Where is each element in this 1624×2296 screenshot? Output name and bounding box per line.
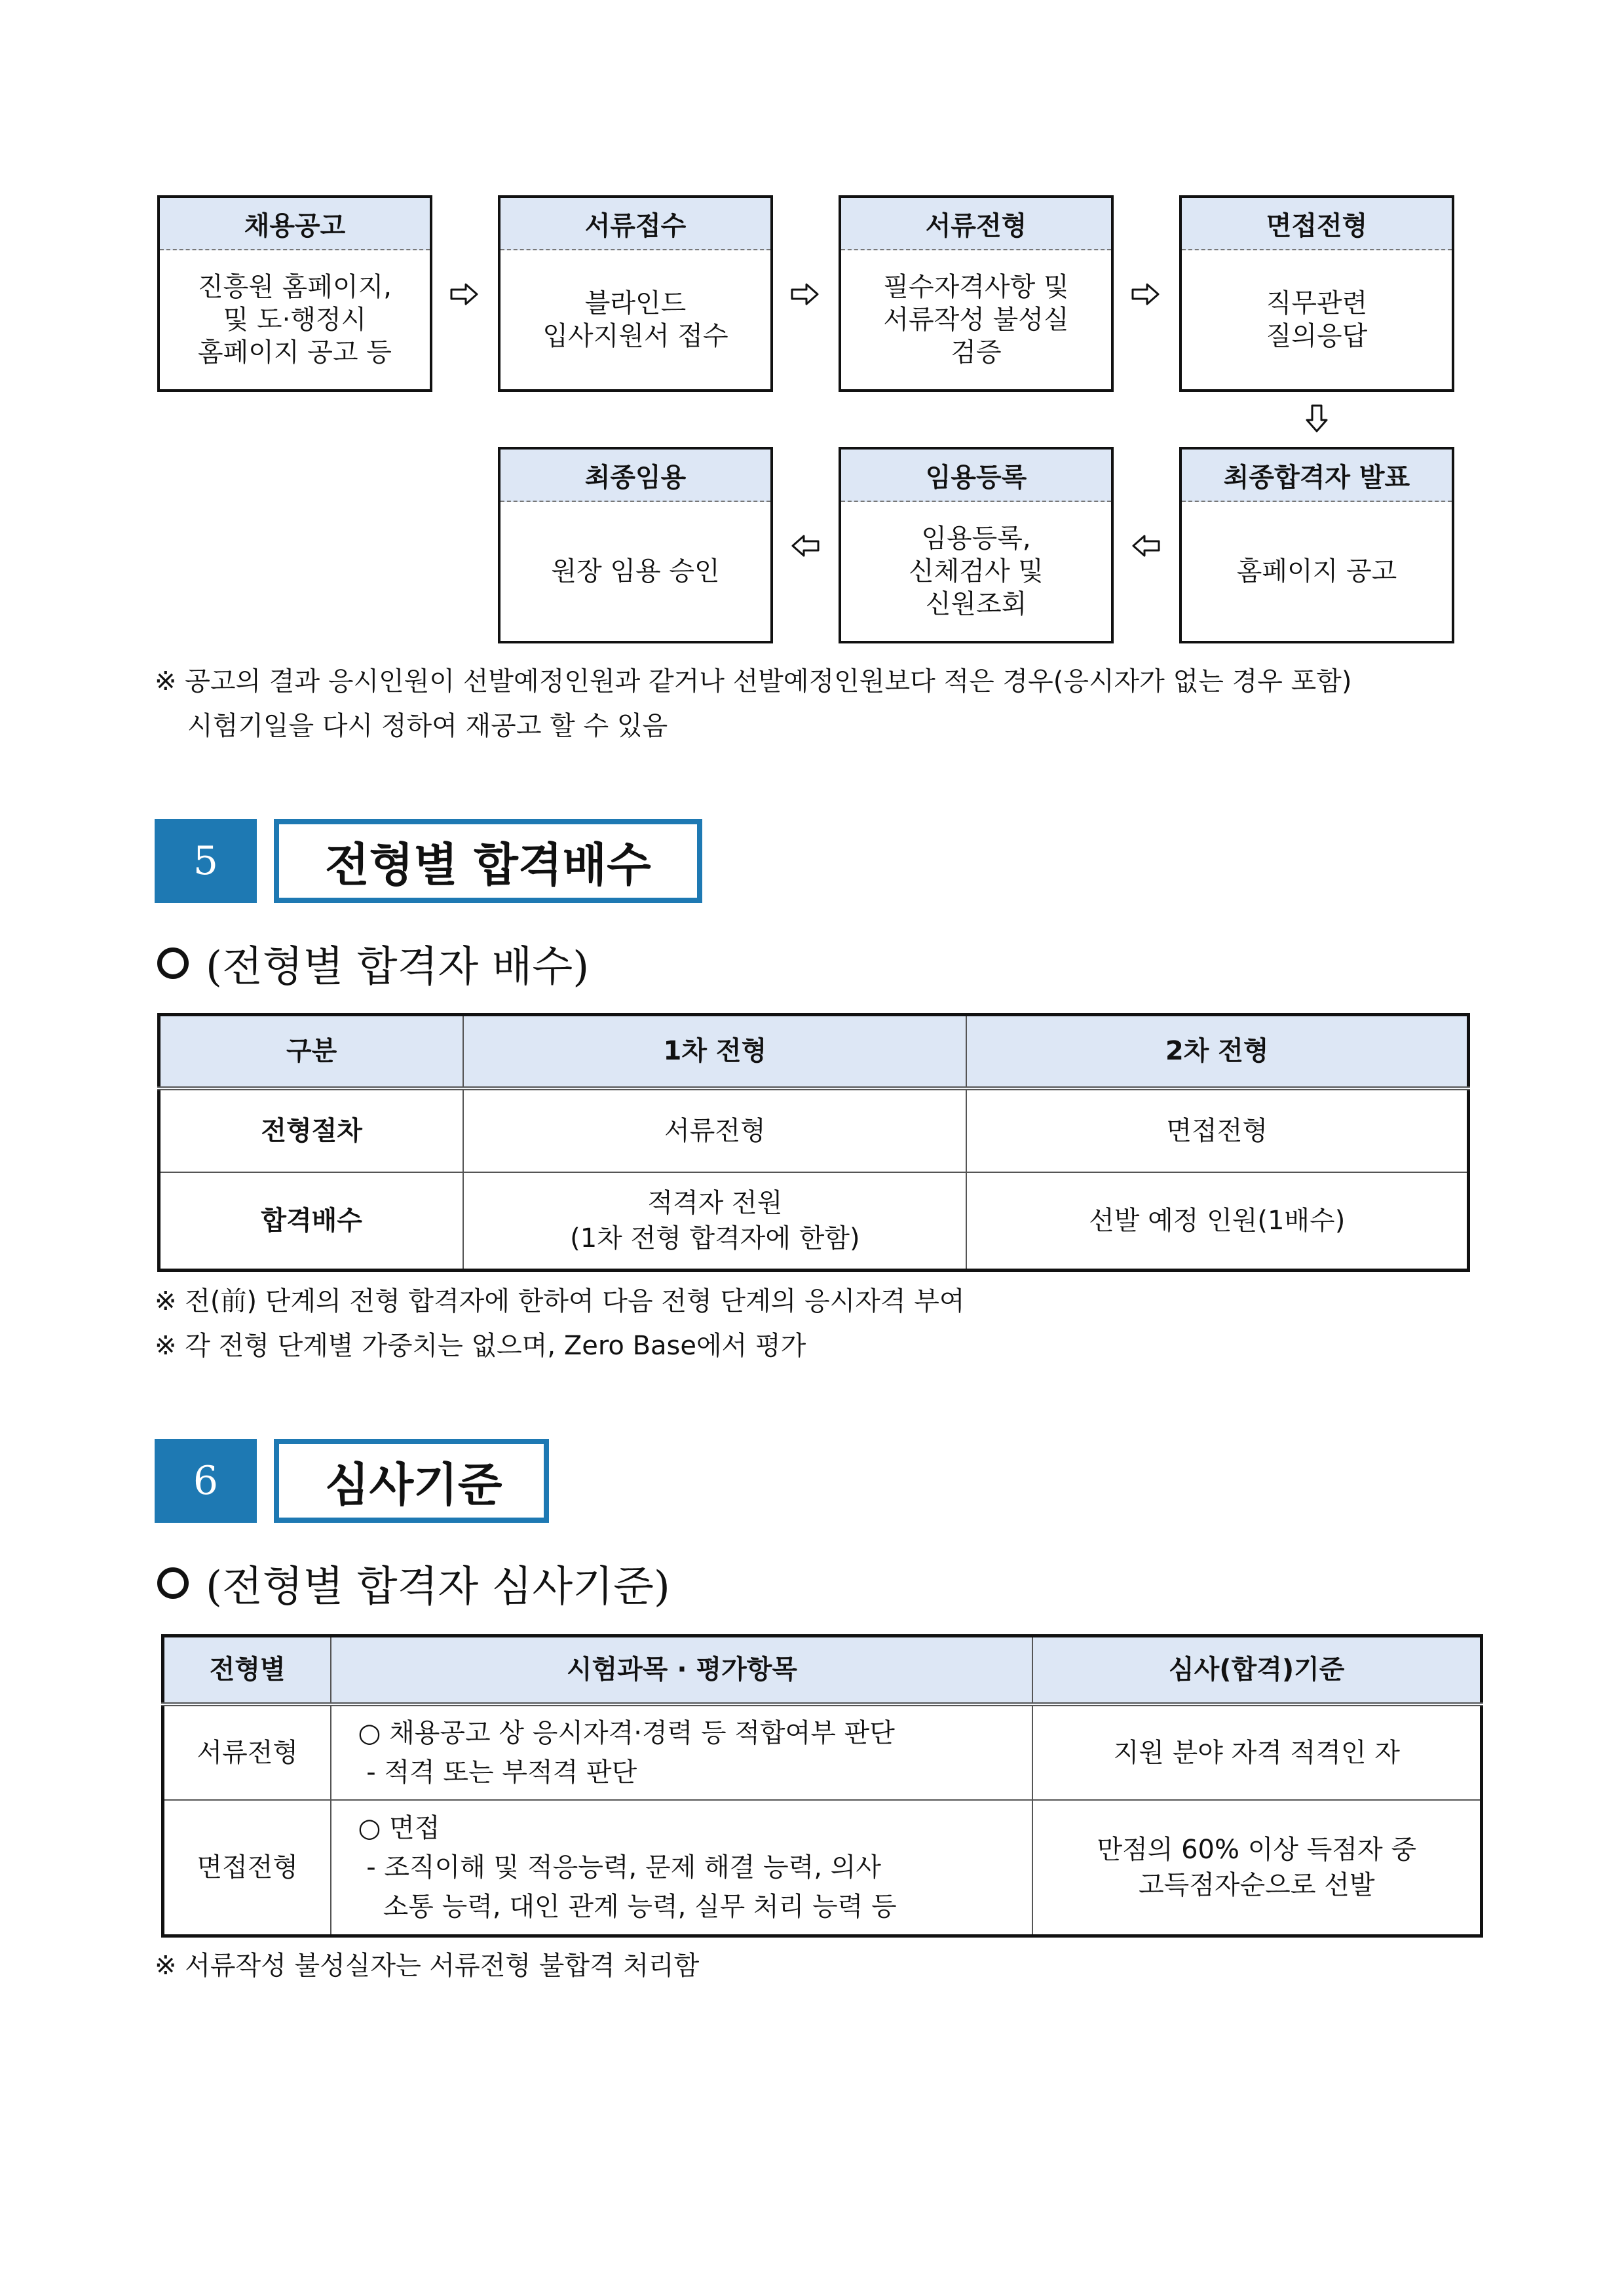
flow-step-body: [160, 250, 430, 389]
flow-step-title: 서류전형: [841, 198, 1111, 250]
table-cell: [331, 1704, 1032, 1800]
flow-step-registration: [839, 447, 1114, 643]
table-cell: [331, 1800, 1032, 1936]
hollow-arrow-right-icon: [448, 278, 481, 311]
table-cell-line: 면접전형: [1166, 1115, 1268, 1146]
flow-step-final-announcement: [1179, 447, 1454, 643]
flow-step-body-line: 서류작성 불성실: [883, 305, 1069, 335]
flow-step-body: [500, 502, 770, 641]
table-cell-line: ○ 채용공고 상 응시자격·경력 등 적합여부 판단: [358, 1717, 895, 1748]
table-cell: [966, 1172, 1468, 1271]
table-header-row: [163, 1636, 1482, 1704]
flow-step-body-line: 직무관련: [1266, 288, 1368, 318]
hollow-arrow-right-icon: [1129, 278, 1162, 311]
section-subtitle-text: (전형별 합격자 배수): [206, 943, 590, 991]
table-row-label: 전형절차: [159, 1088, 464, 1172]
table-row-label: 서류전형: [163, 1704, 331, 1800]
circle-bullet-icon: [157, 947, 189, 979]
section-subtitle: [157, 1557, 670, 1609]
flow-step-title: 임용등록: [841, 450, 1111, 502]
table-header-cell: 시험과목 · 평가항목: [331, 1636, 1032, 1704]
flow-step-body-line: 블라인드: [584, 288, 687, 318]
table-cell-line: - 조직이해 및 적응능력, 문제 해결 능력, 의사: [358, 1852, 881, 1883]
table-cell-line: ○ 면접: [358, 1812, 440, 1843]
table-header-cell: 2차 전형: [966, 1015, 1468, 1088]
flow-step-body-line: 및 도·행정시: [223, 305, 367, 335]
flow-step-body-line: 진흥원 홈페이지,: [198, 272, 392, 302]
table-cell: [463, 1088, 966, 1172]
flow-step-title: 최종임용: [500, 450, 770, 502]
flow-step-final-appointment: [498, 447, 773, 643]
section-title: 전형별 합격배수: [274, 819, 702, 903]
table-row-label: 합격배수: [159, 1172, 464, 1271]
flow-step-document-screening: [839, 195, 1114, 392]
table-header-cell: 1차 전형: [463, 1015, 966, 1088]
table-cell-line: 지원 분야 자격 적격인 자: [1113, 1737, 1400, 1768]
section-title: 심사기준: [274, 1439, 549, 1523]
table-cell-line: 서류전형: [664, 1115, 766, 1146]
hollow-arrow-down-icon: [1300, 402, 1333, 435]
table-cell-line: 고득점자순으로 선발: [1138, 1869, 1375, 1900]
flow-step-body-line: 신원조회: [925, 589, 1027, 619]
screening-criteria-table: [161, 1634, 1483, 1938]
table-header-cell: 구분: [159, 1015, 464, 1088]
section-subtitle-text: (전형별 합격자 심사기준): [206, 1563, 670, 1611]
section-subtitle: [157, 937, 589, 989]
section-note: ※ 각 전형 단계별 가중치는 없으며, Zero Base에서 평가: [155, 1331, 806, 1361]
flow-step-application: [498, 195, 773, 392]
flow-step-body-line: 홈페이지 공고 등: [198, 337, 392, 368]
flow-step-body: [500, 250, 770, 389]
table-cell-line: 소통 능력, 대인 관계 능력, 실무 처리 능력 등: [358, 1891, 897, 1922]
table-cell: [1032, 1704, 1481, 1800]
flow-step-body-line: 입사지원서 접수: [542, 321, 728, 351]
flow-note-line: 시험기일을 다시 정하여 재공고 할 수 있음: [187, 711, 668, 741]
flow-step-title: 면접전형: [1182, 198, 1452, 250]
table-cell-line: (1차 전형 합격자에 한함): [570, 1223, 860, 1253]
table-cell: [463, 1172, 966, 1271]
hollow-arrow-left-icon: [1129, 529, 1162, 562]
flow-step-body-line: 질의응답: [1266, 321, 1368, 351]
section-number: 6: [155, 1439, 257, 1523]
flow-step-body: [841, 502, 1111, 641]
flow-step-title: 서류접수: [500, 198, 770, 250]
flow-step-body-line: 신체검사 및: [909, 556, 1044, 586]
table-cell-line: - 적격 또는 부적격 판단: [358, 1757, 637, 1788]
table-row: [163, 1800, 1482, 1936]
flow-step-title: 최종합격자 발표: [1182, 450, 1452, 502]
flow-step-body-line: 검증: [951, 337, 1002, 368]
hollow-arrow-left-icon: [789, 529, 821, 562]
circle-bullet-icon: [157, 1567, 189, 1599]
flow-step-title: 채용공고: [160, 198, 430, 250]
table-cell-line: 적격자 전원: [647, 1187, 783, 1218]
flow-step-body: [841, 250, 1111, 389]
flow-step-body-line: 홈페이지 공고: [1236, 556, 1397, 586]
table-header-cell: 심사(합격)기준: [1032, 1636, 1481, 1704]
flow-step-body-line: 원장 임용 승인: [551, 556, 720, 586]
section-note: ※ 전(前) 단계의 전형 합격자에 한하여 다음 전형 단계의 응시자격 부여: [155, 1286, 965, 1316]
table-header-row: [159, 1015, 1469, 1088]
flow-step-job-posting: [157, 195, 432, 392]
flow-step-body: [1182, 502, 1452, 641]
table-cell-line: 선발 예정 인원(1배수): [1089, 1205, 1346, 1236]
flow-step-body: [1182, 250, 1452, 389]
section-note: ※ 서류작성 불성실자는 서류전형 불합격 처리함: [155, 1951, 700, 1981]
table-cell: [1032, 1800, 1481, 1936]
table-row-label: 면접전형: [163, 1800, 331, 1936]
section-number: 5: [155, 819, 257, 903]
table-row: [159, 1088, 1469, 1172]
pass-ratio-table: [157, 1013, 1470, 1272]
table-row: [163, 1704, 1482, 1800]
flow-step-interview: [1179, 195, 1454, 392]
flow-step-body-line: 임용등록,: [921, 524, 1031, 554]
flow-step-body-line: 필수자격사항 및: [883, 272, 1069, 302]
table-row: [159, 1172, 1469, 1271]
table-cell: [966, 1088, 1468, 1172]
hollow-arrow-right-icon: [789, 278, 821, 311]
flow-note-line: ※ 공고의 결과 응시인원이 선발예정인원과 같거나 선발예정인원보다 적은 경우(응시자가 없는 경우 포함): [155, 666, 1352, 697]
table-header-cell: 전형별: [163, 1636, 331, 1704]
table-cell-line: 만점의 60% 이상 득점자 중: [1097, 1834, 1416, 1865]
